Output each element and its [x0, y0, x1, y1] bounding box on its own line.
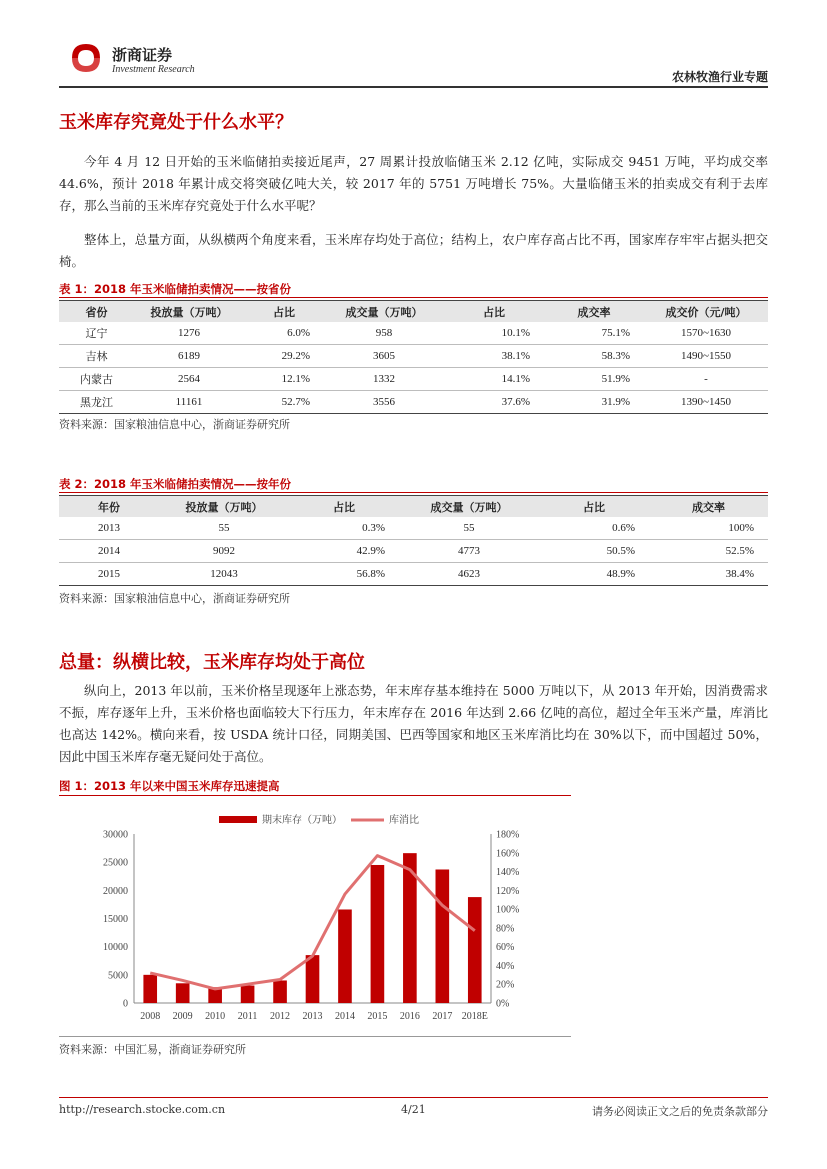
table-cell: 1570~1630: [644, 322, 768, 345]
table-cell: 2014: [59, 540, 159, 563]
page-number: 4/21: [401, 1103, 426, 1116]
figure1-bottom-rule: [59, 1036, 571, 1037]
x-tick-label: 2011: [237, 1011, 258, 1022]
table-cell: 4773: [399, 540, 539, 563]
right-tick-label: 80%: [496, 923, 515, 935]
brand-subtitle: Investment Research: [112, 64, 195, 75]
report-title: 农林牧渔行业专题: [671, 70, 768, 84]
x-tick-label: 2018E: [461, 1011, 488, 1022]
table-cell: 12.1%: [244, 368, 324, 391]
table-cell: 38.1%: [444, 345, 544, 368]
table-cell: 10.1%: [444, 322, 544, 345]
figure1-caption: 图 1：2013 年以来中国玉米库存迅速提高: [59, 779, 280, 793]
table-cell: 2013: [59, 517, 159, 540]
table-cell: 52.7%: [244, 391, 324, 414]
table2-source: 资料来源：国家粮油信息中心，浙商证券研究所: [59, 592, 290, 605]
table-cell: 42.9%: [289, 540, 399, 563]
table-by-province: [59, 300, 768, 414]
table-cell: 55: [159, 517, 289, 540]
table-cell: -: [644, 368, 768, 391]
table-row: [59, 391, 768, 414]
x-tick-label: 2017: [432, 1011, 453, 1022]
bar-inventory: [273, 980, 287, 1003]
table-row: [59, 517, 768, 540]
right-tick-label: 100%: [496, 904, 520, 916]
table-cell: 100%: [649, 517, 768, 540]
figure1-source: 资料来源：中国汇易，浙商证券研究所: [59, 1043, 246, 1056]
paragraph-total-comparison: 纵向上，2013 年以前，玉米价格呈现逐年上涨态势，年末库存基本维持在 5000 万吨以下，从 2013 年开始，因消费需求不振，库存逐年上升，玉米价格也面临较大下行压力，年末库存在 2016 年达到 2.66 亿吨的高位，超过全年玉米产量，库消比也高达 142%。横向来看，按 USDA 统计口径，同期美国、巴西等国家和地区玉米库消比均在 30%以下，而中国超过 50%，因此中国玉米库存毫无疑问处于高位。: [59, 683, 768, 764]
column-header: 成交率: [544, 301, 644, 323]
table-cell: 黑龙江: [59, 391, 134, 414]
table1-caption-rule: [59, 297, 768, 298]
table-row: [59, 540, 768, 563]
left-tick-label: 25000: [103, 857, 128, 869]
table-cell: 1490~1550: [644, 345, 768, 368]
column-header: 省份: [59, 301, 134, 323]
table-cell: 55: [399, 517, 539, 540]
table-cell: 2015: [59, 563, 159, 586]
bar-inventory: [176, 983, 190, 1003]
section-title-total: 总量：纵横比较，玉米库存均处于高位: [59, 652, 365, 673]
table1-caption: 表 1：2018 年玉米临储拍卖情况——按省份: [59, 282, 292, 296]
footer-url[interactable]: http://research.stocke.com.cn: [59, 1103, 226, 1116]
legend-swatch-bar: [219, 816, 257, 823]
x-tick-label: 2013: [302, 1011, 323, 1022]
brand-name: 浙商证券: [112, 46, 173, 64]
column-header: 占比: [444, 301, 544, 323]
table-cell: 4623: [399, 563, 539, 586]
right-tick-label: 180%: [496, 829, 520, 841]
table-cell: 0.3%: [289, 517, 399, 540]
legend-label-line: 库消比: [389, 815, 419, 826]
column-header: 成交率: [649, 496, 768, 518]
table-cell: 38.4%: [649, 563, 768, 586]
x-tick-label: 2012: [270, 1011, 291, 1022]
table-cell: 51.9%: [544, 368, 644, 391]
table2-caption: 表 2：2018 年玉米临储拍卖情况——按年份: [59, 477, 292, 491]
table-cell: 吉林: [59, 345, 134, 368]
table-cell: 37.6%: [444, 391, 544, 414]
table-cell: 辽宁: [59, 322, 134, 345]
table-cell: 1390~1450: [644, 391, 768, 414]
left-tick-label: 0: [123, 998, 128, 1010]
table-cell: 50.5%: [539, 540, 649, 563]
column-header: 占比: [244, 301, 324, 323]
right-tick-label: 60%: [496, 942, 515, 954]
footer-rule: [59, 1097, 768, 1098]
x-tick-label: 2014: [334, 1011, 355, 1022]
x-tick-label: 2009: [172, 1011, 193, 1022]
table-cell: 0.6%: [539, 517, 649, 540]
table-cell: 75.1%: [544, 322, 644, 345]
table-cell: 3605: [324, 345, 444, 368]
left-tick-label: 20000: [103, 885, 128, 897]
header-rule: [59, 86, 768, 88]
column-header: 投放量（万吨）: [159, 496, 289, 518]
table-cell: 9092: [159, 540, 289, 563]
table-by-year: [59, 495, 768, 586]
bar-inventory: [371, 865, 385, 1003]
table-cell: 58.3%: [544, 345, 644, 368]
table-cell: 1332: [324, 368, 444, 391]
right-tick-label: 20%: [496, 979, 515, 991]
left-tick-label: 15000: [103, 914, 128, 925]
table-row: [59, 345, 768, 368]
x-tick-label: 2016: [399, 1011, 420, 1022]
bar-inventory: [143, 975, 157, 1003]
table2-caption-rule: [59, 492, 768, 493]
right-tick-label: 40%: [496, 960, 515, 972]
legend-label-bar: 期末库存（万吨）: [262, 815, 342, 826]
table-cell: 1276: [134, 322, 244, 345]
column-header: 占比: [289, 496, 399, 518]
table-cell: 29.2%: [244, 345, 324, 368]
right-tick-label: 120%: [496, 885, 520, 897]
column-header: 成交价（元/吨）: [644, 301, 768, 323]
column-header: 占比: [539, 496, 649, 518]
bar-inventory: [338, 909, 352, 1003]
table-header-row: [59, 496, 768, 518]
column-header: 投放量（万吨）: [134, 301, 244, 323]
table-cell: 56.8%: [289, 563, 399, 586]
paragraph-auction-summary: 今年 4 月 12 日开始的玉米临储拍卖接近尾声，27 周累计投放临储玉米 2.12 亿吨，实际成交 9451 万吨，平均成交率 44.6%，预计 2018 年累计成交将突破亿吨大关，较 2017 年的 5751 万吨增长 75%。大量临储玉米的拍卖成交有利于去库存，那么当前的玉米库存究竟处于什么水平呢？: [59, 154, 768, 213]
table-row: [59, 563, 768, 586]
logo-icon: [66, 38, 106, 78]
right-tick-label: 140%: [496, 867, 520, 879]
table-header-row: [59, 301, 768, 323]
table-cell: 内蒙古: [59, 368, 134, 391]
table-cell: 11161: [134, 391, 244, 414]
bar-inventory: [436, 869, 450, 1003]
table-row: [59, 368, 768, 391]
table-cell: 3556: [324, 391, 444, 414]
left-tick-label: 30000: [103, 829, 128, 841]
table-cell: 2564: [134, 368, 244, 391]
x-tick-label: 2008: [140, 1011, 161, 1022]
section-title-inventory-level: 玉米库存究竟处于什么水平？: [59, 112, 293, 133]
footer-disclaimer: 请务必阅读正文之后的免责条款部分: [592, 1105, 768, 1118]
table-cell: 6.0%: [244, 322, 324, 345]
left-tick-label: 5000: [108, 970, 128, 982]
right-tick-label: 0%: [496, 998, 510, 1010]
x-tick-label: 2010: [205, 1011, 226, 1022]
left-tick-label: 10000: [103, 942, 128, 954]
bar-inventory: [306, 955, 320, 1003]
table1-source: 资料来源：国家粮油信息中心，浙商证券研究所: [59, 418, 290, 431]
table-cell: 12043: [159, 563, 289, 586]
table-cell: 6189: [134, 345, 244, 368]
table-cell: 48.9%: [539, 563, 649, 586]
table-cell: 958: [324, 322, 444, 345]
column-header: 成交量（万吨）: [399, 496, 539, 518]
table-cell: 52.5%: [649, 540, 768, 563]
table-cell: 14.1%: [444, 368, 544, 391]
table-row: [59, 322, 768, 345]
inventory-chart: [59, 800, 579, 1035]
column-header: 成交量（万吨）: [324, 301, 444, 323]
x-tick-label: 2015: [367, 1011, 388, 1022]
column-header: 年份: [59, 496, 159, 518]
bar-inventory: [241, 986, 255, 1003]
bar-inventory: [468, 897, 482, 1003]
paragraph-overall: 整体上，总量方面，从纵横两个角度来看，玉米库存均处于高位；结构上，农户库存高占比不再，国家库存牢牢占据头把交椅。: [59, 232, 768, 269]
figure1-caption-rule: [59, 795, 571, 796]
right-tick-label: 160%: [496, 848, 520, 860]
table-cell: 31.9%: [544, 391, 644, 414]
